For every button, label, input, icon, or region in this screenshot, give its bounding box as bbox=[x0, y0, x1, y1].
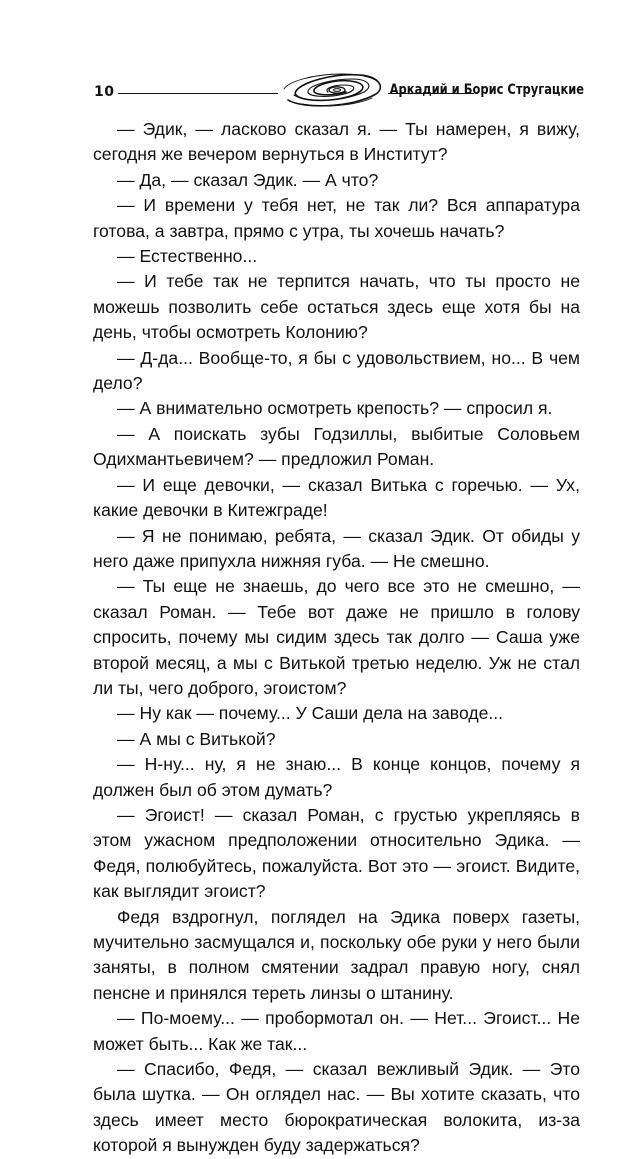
running-head bbox=[92, 68, 584, 112]
paragraph: — Естественно... bbox=[117, 246, 258, 267]
paragraph: Федя вздрогнул, поглядел на Эдика поверх газеты, мучительно засмущался и, поскольку обе руки у него были заняты, в полном смятении задрал правую ногу, снял пенсне и принялся тереть линзы о штанину. bbox=[93, 906, 580, 1003]
paragraph: — Н-ну... ну, я не знаю... В конце концов, почему я должен был об этом думать? bbox=[93, 754, 580, 800]
paragraph: — Ты еще не знаешь, до чего все это не смешно, — сказал Роман. — Тебе вот даже не пришло в голову спросить, почему мы сидим здесь так долго — Саша уже второй месяц, а мы с Витькой третью неделю. Уж не стал ли ты, чего доброго, эгоистом? bbox=[93, 576, 580, 698]
paragraph: — А внимательно осмотреть крепость? — спросил я. bbox=[117, 398, 553, 419]
page-number: 10 bbox=[94, 84, 115, 100]
paragraph: — А поискать зубы Годзиллы, выбитые Соловьем Одихмантьевичем? — предложил Роман. bbox=[93, 423, 580, 470]
paragraph: — Эгоист! — сказал Роман, с грустью укрепляясь в этом ужасном предположении относительно Эдика. — Федя, полюбуйтесь, пожалуйста. Вот это — эгоист. Видите, как выглядит эгоист? bbox=[93, 804, 580, 902]
paragraph: — По-моему... — пробормотал он. — Нет... Эгоист... Не может быть... Как же так... bbox=[93, 1008, 580, 1054]
paragraph: — Да, — сказал Эдик. — А что? bbox=[117, 169, 379, 190]
paragraph: — Спасибо, Федя, — сказал вежливый Эдик. — Это была шутка. — Он оглядел нас. — Вы хотите сказать, что здесь имеет место бюрократическая волокита, из-за которой я вынужден буду задержаться? bbox=[93, 1059, 580, 1156]
paragraph: — Д-да... Вообще-то, я бы с удовольствием, но... В чем дело? bbox=[93, 347, 580, 394]
paragraph: — Ну как — почему... У Саши дела на заводе... bbox=[117, 703, 504, 724]
paragraph: — Я не понимаю, ребята, — сказал Эдик. От обиды у него даже припухла нижняя губа. — Не смешно. bbox=[93, 525, 580, 571]
paragraph: — И еще девочки, — сказал Витька с горечью. — Ух, какие девочки в Китежграде! bbox=[93, 474, 580, 521]
paragraph: — И времени у тебя нет, не так ли? Вся аппаратура готова, а завтра, прямо с утра, ты хочешь начать? bbox=[93, 195, 580, 241]
header-rule-left bbox=[118, 93, 278, 94]
paragraph: — А мы с Витькой? bbox=[117, 728, 276, 749]
body-text bbox=[93, 117, 580, 1159]
paragraph: — Эдик, — ласково сказал я. — Ты намерен, я вижу, сегодня же вечером вернуться в Институт? bbox=[93, 119, 580, 165]
spiral-galaxy-icon bbox=[282, 70, 386, 110]
paragraph: — И тебе так не терпится начать, что ты просто не можешь позволить себе остаться здесь еще хотя бы на день, чтобы осмотреть Колонию? bbox=[93, 271, 580, 343]
running-head-author: Аркадий и Борис Стругацкие bbox=[389, 82, 584, 98]
